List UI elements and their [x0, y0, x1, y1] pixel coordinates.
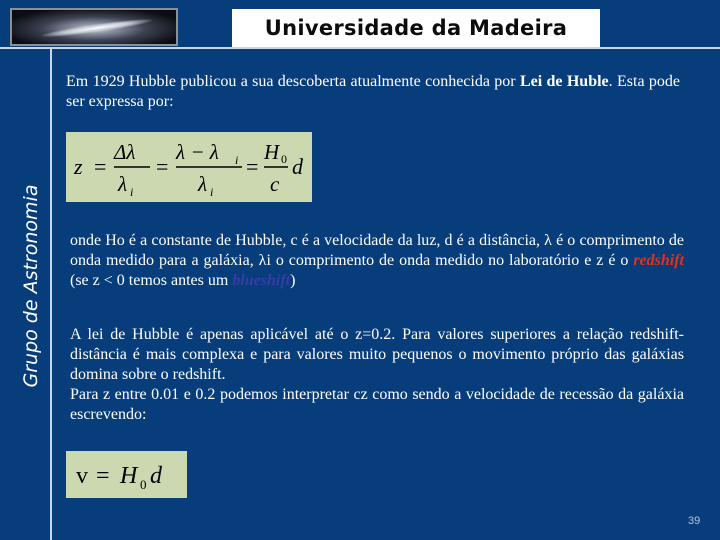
- intro-text-2: . Esta pode ser expressa por:: [66, 73, 680, 110]
- header-divider: [0, 47, 720, 49]
- formula-z: z: [74, 154, 83, 179]
- hubble-limits-line-2: Para z entre 0.01 e 0.2 podemos interpretar cz como sendo a velocidade de recessão da galáxia escrevendo:: [70, 386, 684, 423]
- definitions-text-1: onde Ho é a constante de Hubble, c é a velocidade da luz, d é a distância, λ é o comprimento de onda medido para a galáxia, λi o comprimento de onda medido no laboratório e z é o: [70, 232, 684, 269]
- galaxy-logo-image: [10, 8, 178, 46]
- formula-sub-i-1: i: [130, 185, 134, 199]
- formula-H: H: [264, 140, 280, 164]
- blueshift-term: blueshift: [232, 272, 291, 289]
- formula-sub-i-2: i: [235, 153, 239, 167]
- hubble-limits-line-1: A lei de Hubble é apenas aplicável até o z=0.2. Para valores superiores a relação redshift-distância é mais complexa e para valores muito pequenos o movimento próprio das galáxias domina sobre o redshift.: [70, 326, 684, 383]
- intro-paragraph: [66, 72, 680, 112]
- title-box: [232, 9, 600, 47]
- sidebar-divider: [50, 47, 52, 540]
- formula-lambda-i-1: λ: [118, 172, 128, 196]
- page-title: Universidade da Madeira: [264, 16, 568, 40]
- redshift-term: redshift: [633, 252, 684, 269]
- law-name: Lei de Huble: [519, 73, 609, 90]
- formula2-d: d: [150, 463, 162, 489]
- formula2-v: v: [76, 463, 88, 489]
- galaxy-streak: [42, 16, 152, 39]
- sidebar-label: Grupo de Astronomia: [20, 184, 42, 388]
- hubble-limits-paragraph: [70, 325, 684, 425]
- page-number: 39: [688, 515, 701, 527]
- definitions-text-3: ): [290, 272, 296, 289]
- formula-lambda-i-2: λ: [198, 172, 208, 196]
- formula2-H: H: [120, 463, 138, 489]
- formula-eq-1: =: [94, 154, 107, 179]
- formula-c: c: [270, 172, 280, 196]
- formula-eq-3: =: [246, 154, 259, 179]
- formula-svg: [66, 132, 312, 202]
- definitions-paragraph: [70, 231, 684, 291]
- formula-delta-lambda: Δλ: [114, 140, 136, 164]
- velocity-formula: [66, 451, 187, 498]
- intro-text-1: Em 1929 Hubble publicou a sua descoberta atualmente conhecida por: [66, 73, 520, 90]
- hubble-law-formula: [66, 132, 312, 202]
- formula2-sub-0: 0: [140, 477, 147, 492]
- formula-sub-0: 0: [281, 152, 287, 166]
- formula-lambda-diff: λ − λ: [176, 140, 219, 164]
- definitions-text-2: (se z < 0 temos antes um: [70, 272, 233, 289]
- formula2-eq: =: [96, 463, 110, 489]
- formula-d: d: [292, 154, 303, 179]
- formula-eq-2: =: [156, 154, 169, 179]
- formula-sub-i-3: i: [210, 185, 214, 199]
- velocity-formula-svg: [66, 451, 187, 498]
